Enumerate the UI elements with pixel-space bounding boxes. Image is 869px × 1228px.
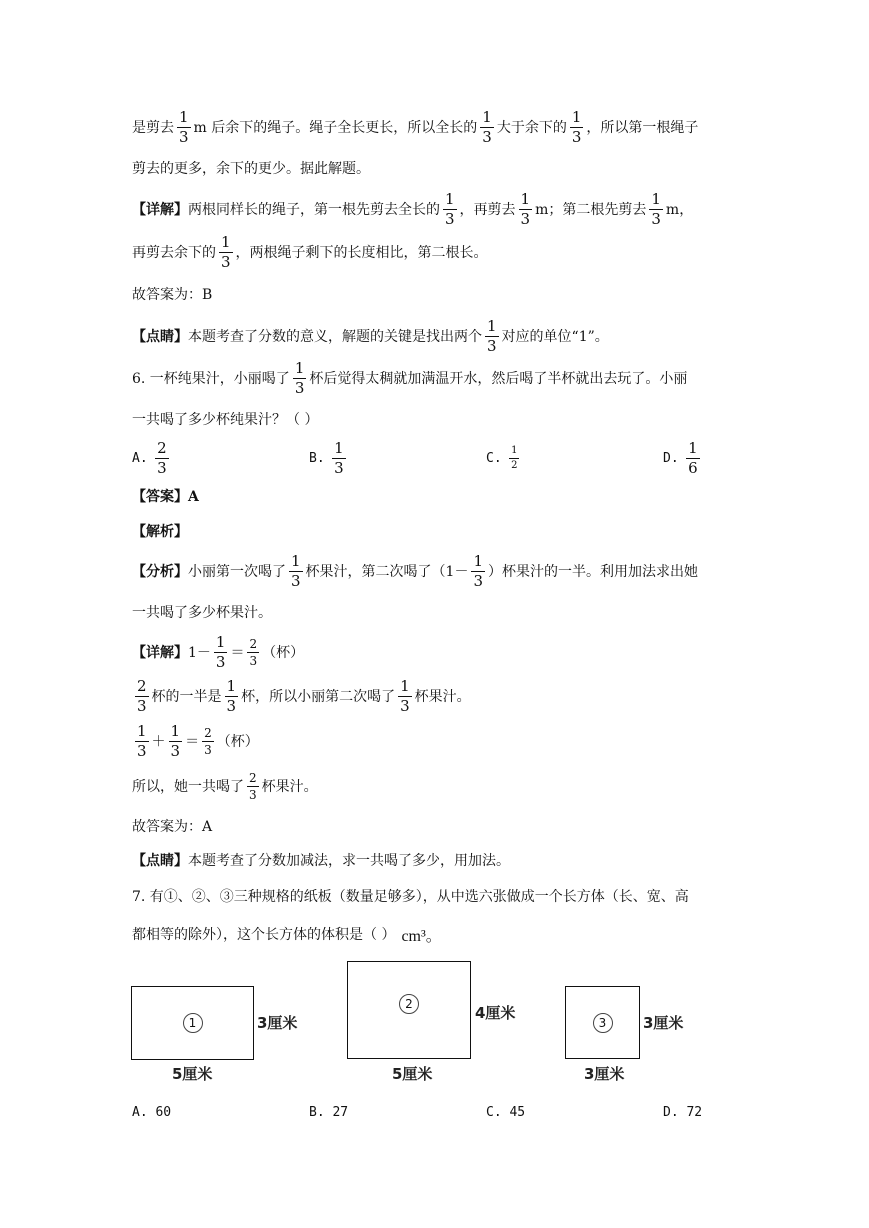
text-line: 【点睛】 本题考查了分数的意义，解题的关键是找出两个 $\frac{1}{3}$ 对应的单位“1”。 — [132, 316, 609, 355]
board-1-side-label: 3厘米 — [257, 1014, 298, 1032]
board-3-side-label: 3厘米 — [643, 1014, 684, 1032]
board-2-side-label: 4厘米 — [475, 1004, 516, 1022]
option-d: D. 72 — [663, 1104, 703, 1120]
board-2-bottom-label: 5厘米 — [392, 1065, 433, 1083]
text-line: 再剪去余下的 $\frac{1}{3}$ ，两根绳子剩下的长度相比，第二根长。 — [132, 232, 488, 271]
text-line: 都相等的除外），这个长方体的体积是（ ） cm³。 — [132, 927, 442, 945]
option-c: C. 45 — [486, 1104, 526, 1120]
text-line: 剪去的更多，余下的更少。据此解题。 — [132, 161, 370, 177]
analysis-heading: 【解析】 — [132, 524, 188, 540]
board-1 — [131, 986, 254, 1060]
text-line: 【详解】 两根同样长的绳子，第一根先剪去全长的 $\frac{1}{3}$ ，再剪去 $\frac{1}{3}$ m；第二根先剪去 $\frac{1}{3}$ m， — [132, 189, 694, 228]
board-3 — [565, 986, 640, 1059]
option-a: A. 60 — [132, 1104, 172, 1120]
text-line: 【点睛】 本题考查了分数加减法，求一共喝了多少，用加法。 — [132, 853, 510, 869]
option-d: D. $\frac{1}{6}$ — [663, 438, 698, 477]
answer-line: 【答案】A — [132, 489, 199, 505]
text-line: $\frac{2}{3}$ 杯的一半是 $\frac{1}{3}$ 杯，所以小丽第二次喝了 $\frac{1}{3}$ 杯果汁。 — [137, 676, 471, 715]
text-line: 一共喝了多少杯果汁。 — [132, 605, 272, 621]
fraction: $\frac{1}{3}$ — [294, 358, 305, 397]
board-1-bottom-label: 5厘米 — [172, 1065, 213, 1083]
board-3-bottom-label: 3厘米 — [584, 1065, 625, 1083]
text-line: 是剪去 $\frac{1}{3}$ m 后余下的绳子。绳子全长更长，所以全长的 $\frac{1}{3}$ 大于余下的 $\frac{1}{3}$ ，所以第一根绳子 — [132, 107, 699, 146]
text-line: 所以，她一共喝了 $\frac{2}{3}$ 杯果汁。 — [132, 770, 318, 802]
fraction: $\frac{1}{3}$ — [571, 107, 582, 146]
text-line: 【详解】 1－ $\frac{1}{3}$ ＝ $\frac{2}{3}$ （杯） — [132, 632, 305, 671]
text-line: 一共喝了多少杯纯果汁？（ ） — [132, 412, 319, 428]
fraction: $\frac{1}{3}$ — [445, 189, 455, 228]
text-line: 故答案为：A — [132, 819, 213, 835]
board-2 — [347, 961, 471, 1059]
fraction: $\frac{1}{3}$ — [651, 189, 661, 228]
text-line: 故答案为：B — [132, 287, 213, 303]
option-b: B. 27 — [309, 1104, 349, 1120]
option-a: A. $\frac{2}{3}$ — [132, 438, 167, 477]
fraction: $\frac{1}{3}$ — [482, 107, 492, 146]
fraction: $\frac{1}{3}$ — [520, 189, 531, 228]
circled-mark: 3 — [593, 1013, 613, 1033]
fraction: $\frac{1}{3}$ — [221, 232, 231, 271]
option-b: B. $\frac{1}{3}$ — [309, 438, 344, 477]
question-6: 6. 一杯纯果汁，小丽喝了 $\frac{1}{3}$ 杯后觉得太稠就加满温开水，然后喝了半杯就出去玩了。小丽 — [132, 358, 688, 397]
fraction: $\frac{1}{3}$ — [179, 107, 189, 146]
question-7: 7. 有①、②、③三种规格的纸板（数量足够多），从中选六张做成一个长方体（长、宽、高 — [132, 889, 689, 905]
fraction: $\frac{1}{3}$ — [487, 316, 497, 355]
text-line: 【分析】 小丽第一次喝了 $\frac{1}{3}$ 杯果汁，第二次喝了（1－ $\frac{1}{3}$ ）杯果汁的一半。利用加法求出她 — [132, 551, 699, 590]
text-line: $\frac{1}{3}$ ＋ $\frac{1}{3}$ ＝ $\frac{2}{3}$ （杯） — [137, 721, 259, 760]
circled-mark: 2 — [399, 994, 419, 1014]
option-c: C. $\frac{1}{2}$ — [486, 444, 518, 471]
circled-mark: 1 — [183, 1013, 203, 1033]
